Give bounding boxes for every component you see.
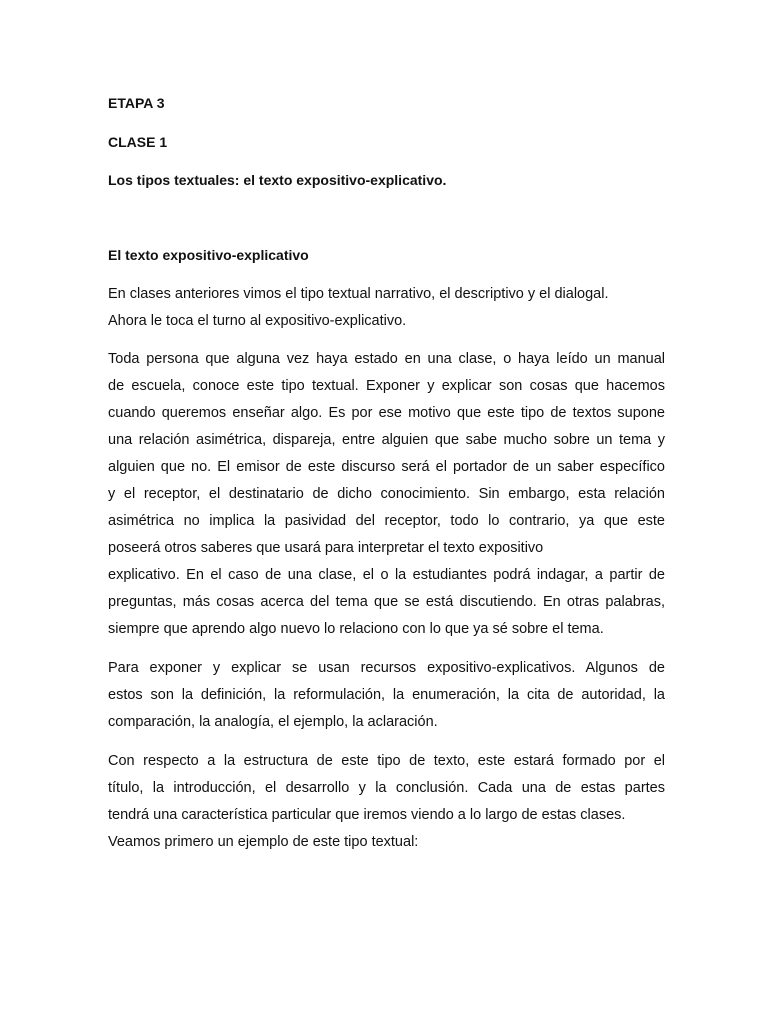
paragraph-line: preguntas, más cosas acerca del tema que se está discutiendo. En otras palabras, <box>108 594 665 610</box>
paragraph-line: título, la introducción, el desarrollo y la conclusión. Cada una de estas partes <box>108 780 665 796</box>
paragraph-line: Para exponer y explicar se usan recursos expositivo-explicativos. Algunos de <box>108 660 665 676</box>
paragraph-line: Veamos primero un ejemplo de este tipo textual: <box>108 834 419 850</box>
paragraph-line: siempre que aprendo algo nuevo lo relaciono con lo que ya sé sobre el tema. <box>108 621 604 637</box>
paragraph-line: Con respecto a la estructura de este tipo de texto, este estará formado por el <box>108 753 665 769</box>
paragraph-definition <box>108 346 665 643</box>
paragraph-line: una relación asimétrica, dispareja, entre alguien que sabe mucho sobre un tema y <box>108 432 665 448</box>
paragraph-structure <box>108 748 665 856</box>
paragraph-line: explicativo. En el caso de una clase, el o la estudiantes podrá indagar, a partir de <box>108 567 665 583</box>
paragraph-line: comparación, la analogía, el ejemplo, la aclaración. <box>108 714 438 730</box>
paragraph-line: poseerá otros saberes que usará para interpretar el texto expositivo <box>108 540 544 556</box>
paragraph-line: estos son la definición, la reformulación, la enumeración, la cita de autoridad, la <box>108 687 665 703</box>
section-heading: El texto expositivo-explicativo <box>108 247 309 263</box>
paragraph-line: En clases anteriores vimos el tipo textual narrativo, el descriptivo y el dialogal. <box>108 286 609 302</box>
paragraph-line: asimétrica no implica la pasividad del receptor, todo lo contrario, ya que este <box>108 513 665 529</box>
stage-heading: ETAPA 3 <box>108 95 165 111</box>
paragraph-line: alguien que no. El emisor de este discurso será el portador de un saber específico <box>108 459 665 475</box>
paragraph-intro <box>108 281 665 334</box>
paragraph-line: y el receptor, el destinatario de dicho conocimiento. Sin embargo, esta relación <box>108 486 665 502</box>
paragraph-line: Ahora le toca el turno al expositivo-explicativo. <box>108 313 407 329</box>
paragraph-line: tendrá una característica particular que iremos viendo a lo largo de estas clases. <box>108 807 626 823</box>
paragraph-line: Toda persona que alguna vez haya estado en una clase, o haya leído un manual <box>108 351 665 367</box>
paragraph-line: de escuela, conoce este tipo textual. Exponer y explicar son cosas que hacemos <box>108 378 665 394</box>
document-title: Los tipos textuales: el texto expositivo-explicativo. <box>108 172 447 188</box>
paragraph-resources <box>108 655 665 736</box>
paragraph-line: cuando queremos enseñar algo. Es por ese motivo que este tipo de textos supone <box>108 405 665 421</box>
class-heading: CLASE 1 <box>108 134 168 150</box>
